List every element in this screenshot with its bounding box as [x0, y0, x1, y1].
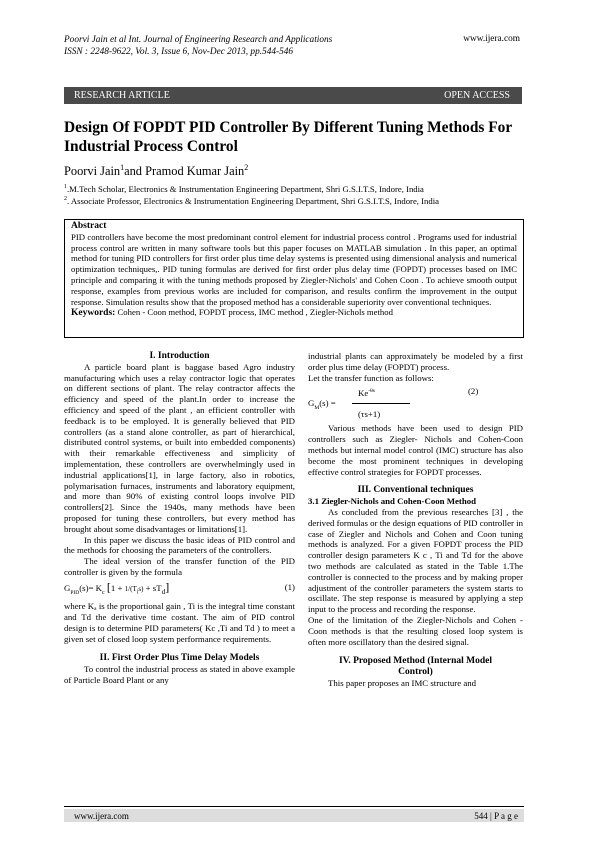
footer-url[interactable]: www.ijera.com: [74, 810, 129, 821]
section-conventional: III. Conventional techniques: [357, 485, 474, 496]
footer-rule: [64, 806, 524, 807]
abstract-heading: Abstract: [71, 221, 107, 231]
abstract-body: PID controllers have become the most predominant control element for industrial process control . Programs used for industrial process control are written in many software tools but this paper focuses on MATLAB simulation . In this paper, an optimal method for tuning PID controllers for first order plus time delay systems is presented using dimensional analysis and numerical optimization techniques,. PID tuning formulas are derived for first order plus delay time (FOPDT) processes based on IMC principle and comparing it with the tuning methods proposed by Ziegler-Nichols' and Cohen Coon . To achieve smooth output response, examples from previous works are included for comparison, and results confirm the improvement in the output response. Simulation results show that the proposed method has a considerable superiority over conventional techniques.: [71, 231, 517, 307]
equation-2-denominator: (τs+1): [358, 409, 381, 420]
affiliation-2: $^2$. Associate Professor, Electronics & Instrumentation Engineering Department, Shri G.S.I.T.S, Indore, India: [64, 195, 440, 206]
author-2: and Pramod Kumar Jain: [124, 164, 245, 179]
equation-2-lhs: $G_M(s)$ =: [308, 398, 336, 412]
section-proposed: IV. Proposed Method (Internal Model Control): [339, 656, 492, 678]
page-footer: [64, 809, 524, 822]
author-1-sup: 1: [120, 163, 125, 172]
banner-open-access: OPEN ACCESS: [444, 90, 510, 101]
zn-paragraph-1: As concluded from the previous researches [3] , the derived formulas or the design equations of PID controller in case of Ziegler and Nichols and Cohen and Coon tuning methods is analyzed. For a given FOPDT process the PID controller design parameters K c , Ti and Td for the above two methods are calculated as stated in the Table 1.The controller is connected to the process and by making proper adjustment of the controller parameters the system starts to oscillate. The step response is measured by applying a step input to the process and recording the response.: [308, 506, 523, 615]
journal-line1: Poorvi Jain et al Int. Journal of Engineering Research and Applications: [64, 35, 333, 45]
journal-header: [64, 34, 364, 58]
authors: [64, 163, 248, 179]
left-column: [64, 351, 295, 686]
page-number: 544 | P a g e: [474, 810, 518, 821]
intro-paragraph-1: A particle board plant is baggase based Agro industry manufacturing which uses a relay contractor logic that operates on different sections of plant. The relay contractor affects the efficiency and speed of the plant.In order to increase the efficiency and speed of the plant , an efficient controller with feedback is to be employed. It is generally believed that PID controllers (as a stand alone controller, as part of hierarchical, distributed control systems, or built into embedded components) with their remarkable effectiveness and simplicity of implementation, these controllers are overwhelmingly used in industrial applications[1], in large factory, also in robotics, polymarisation furnaces, instruments and laboratory equipment, and more than 90% of existing control loops involve PID controllers[2]. Since the 1940s, many methods have been proposed for tuning these controllers, but every method has brought about some disadvantages or limitations[1].: [64, 361, 295, 534]
equation-2-numerator: $Ke^{-\theta s}$: [358, 388, 375, 399]
zn-paragraph-2: One of the limitation of the Ziegler-Nichols and Cohen - Coon methods is that the resulting closed loop system is often more oscillatory than the desired signal.: [308, 614, 523, 647]
proposed-paragraph: This paper proposes an IMC structure and: [328, 677, 477, 688]
intro-paragraph-3: The ideal version of the transfer function of the PID controller is given by the formula: [64, 556, 295, 577]
fopdt-paragraph-1: To control the industrial process as stated in above example of Particle Board Plant or any: [64, 664, 295, 686]
author-2-sup: 2: [244, 163, 249, 172]
equation-2-number: (2): [468, 386, 479, 397]
equation-1: [64, 579, 295, 599]
author-1: Poorvi Jain: [64, 164, 121, 179]
section-introduction: I. Introduction: [149, 351, 210, 361]
equation-1-body: $G_{PID}(s)= K_c$ $[1 + 1/(T_is) + sT_d]$: [64, 579, 170, 596]
header-url[interactable]: www.ijera.com: [463, 34, 520, 44]
journal-line2: ISSN : 2248-9622, Vol. 3, Issue 6, Nov-Dec 2013, pp.544-546: [64, 47, 294, 57]
abstract-box: [64, 219, 524, 338]
right-column: [308, 351, 523, 689]
intro-paragraph-2: In this paper we discuss the basic ideas of PID control and the methods for choosing the parameters of the controllers.: [64, 534, 295, 556]
fopdt-paragraph-3: Let the transfer function as follows:: [308, 372, 434, 383]
equation-2: [308, 383, 523, 423]
equation-2-fraction-bar: [352, 403, 410, 404]
equation-1-number: (1): [284, 581, 295, 592]
fopdt-paragraph-2: industrial plants can approximately be modeled by a first order plus time delay (FOPDT) process.: [308, 351, 523, 372]
methods-paragraph: Various methods have been used to design PID controllers such as Ziegler- Nichols and Cohen-Coon methods but internal model control (IMC) structure has also become the most prominent techniques in developing effective control strategies for FOPDT processes.: [308, 423, 523, 477]
section-fopdt: II. First Order Plus Time Delay Models: [99, 653, 260, 664]
intro-paragraph-4: where Kₐ is the proportional gain , Ti is the integral time constant and Td the derivative time costant. The aim of PID control design is to determine PID parameters( Kc ,Ti and Td ) to meet a given set of closed loop system performance requirements.: [64, 601, 295, 644]
paper-title: Design Of FOPDT PID Controller By Different Tuning Methods For Industrial Process Control: [64, 119, 512, 155]
banner-research-article: RESEARCH ARTICLE: [74, 90, 170, 101]
article-banner: [64, 87, 522, 104]
subsection-zn-cc: 3.1 Ziegler-Nichols and Cohen-Coon Method: [308, 496, 477, 507]
keywords: Keywords: Cohen - Coon method, FOPDT process, IMC method , Ziegler-Nichols method: [71, 307, 393, 319]
affiliation-1: $^1$.M.Tech Scholar, Electronics & Instrumentation Engineering Department, Shri G.S.I.T.S, Indore, India: [64, 183, 424, 194]
